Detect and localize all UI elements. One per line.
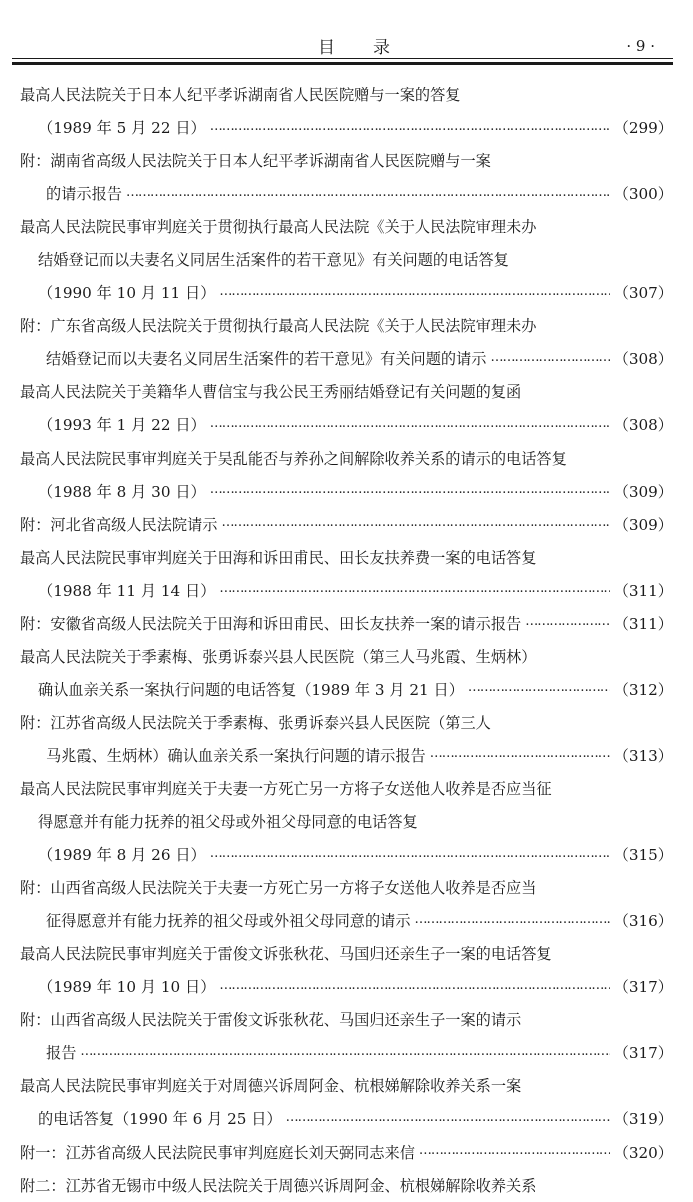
toc-entry-line xyxy=(20,937,673,970)
toc-entry-text: （1993 年 1 月 22 日） xyxy=(38,416,206,435)
toc-entry-line xyxy=(20,78,673,111)
toc-entry-text: （1988 年 11 月 14 日） xyxy=(38,581,216,600)
toc-entry-text: 报告 xyxy=(46,1044,77,1063)
toc-entry-text: 附：山西省高级人民法院关于雷俊文诉张秋花、马国归还亲生子一案的请示 xyxy=(20,1011,522,1030)
toc-entry-line xyxy=(20,871,673,904)
toc-entry-text: 结婚登记而以夫妻名义同居生活案件的若干意见》有关问题的电话答复 xyxy=(38,251,509,270)
page-title xyxy=(318,33,392,58)
toc-page-number: （320） xyxy=(613,1143,673,1162)
toc-entry-text: 最高人民法院关于季素梅、张勇诉泰兴县人民医院（第三人马兆霞、生炳林） xyxy=(20,647,537,666)
toc-entry-line xyxy=(20,574,673,607)
dot-leader xyxy=(221,515,609,533)
toc-entry-line xyxy=(20,276,673,309)
toc-entry-line xyxy=(20,706,673,739)
toc-entry-text: 附二：江苏省无锡市中级人民法院关于周德兴诉周阿金、杭根娣解除收养关系 xyxy=(20,1176,537,1195)
toc-page-number: （317） xyxy=(613,1044,673,1063)
dot-leader xyxy=(490,350,609,368)
toc-page-number: （311） xyxy=(613,614,673,633)
toc-page-number: （311） xyxy=(613,581,673,600)
dot-leader xyxy=(415,912,610,930)
toc-page-number: （308） xyxy=(613,350,673,369)
toc-entry-line xyxy=(20,541,673,574)
toc-page-number: （308） xyxy=(613,416,673,435)
header-rule-thick xyxy=(12,62,673,65)
dot-leader xyxy=(126,185,610,203)
toc-entry-line xyxy=(20,904,673,937)
toc-entry-text: （1989 年 10 月 10 日） xyxy=(38,978,216,997)
dot-leader xyxy=(219,581,609,599)
toc-entry-line xyxy=(20,838,673,871)
toc-entry-line xyxy=(20,210,673,243)
toc-entry-text: 征得愿意并有能力抚养的祖父母或外祖父母同意的请示 xyxy=(46,912,411,931)
toc-entry-text: 马兆霞、生炳林）确认血亲关系一案执行问题的请示报告 xyxy=(46,746,426,765)
toc-entry-text: 确认血亲关系一案执行问题的电话答复（1989 年 3 月 21 日） xyxy=(38,680,464,699)
toc-entry-line xyxy=(20,508,673,541)
toc-entry-line xyxy=(20,177,673,210)
toc-entry-text: 最高人民法院民事审判庭关于田海和诉田甫民、田长友扶养费一案的电话答复 xyxy=(20,548,537,567)
toc-entry-text: 附：安徽省高级人民法院关于田海和诉田甫民、田长友扶养一案的请示报告 xyxy=(20,614,522,633)
toc-entry-line xyxy=(20,673,673,706)
toc-entry-text: 的请示报告 xyxy=(46,185,122,204)
toc-entry-text: 附：山西省高级人民法院关于夫妻一方死亡另一方将子女送他人收养是否应当 xyxy=(20,879,537,898)
toc-entry-text: 最高人民法院民事审判庭关于贯彻执行最高人民法院《关于人民法院审理未办 xyxy=(20,218,537,237)
toc-entry-text: 附：广东省高级人民法院关于贯彻执行最高人民法院《关于人民法院审理未办 xyxy=(20,317,537,336)
toc-entry-line xyxy=(20,243,673,276)
toc-page-number: （299） xyxy=(613,119,673,138)
toc-entry-line xyxy=(20,1003,673,1036)
toc-entry-line xyxy=(20,739,673,772)
toc-page-number: （300） xyxy=(613,185,673,204)
dot-leader xyxy=(80,1044,609,1062)
toc-entry-text: 附：河北省高级人民法院请示 xyxy=(20,515,218,534)
toc-entry-text: 最高人民法院关于日本人纪平孝诉湖南省人民医院赠与一案的答复 xyxy=(20,86,461,105)
toc-entry-text: （1990 年 10 月 11 日） xyxy=(38,284,216,303)
table-of-contents xyxy=(20,78,673,1202)
toc-entry-line xyxy=(20,475,673,508)
toc-page-number: （315） xyxy=(613,846,673,865)
dot-leader xyxy=(210,482,610,500)
dot-leader xyxy=(210,119,610,137)
toc-entry-text: 附：湖南省高级人民法院关于日本人纪平孝诉湖南省人民医院赠与一案 xyxy=(20,152,491,171)
toc-page-number: （312） xyxy=(613,680,673,699)
toc-entry-line xyxy=(20,607,673,640)
toc-entry-line xyxy=(20,805,673,838)
dot-leader xyxy=(210,846,610,864)
toc-entry-text: 最高人民法院民事审判庭关于对周德兴诉周阿金、杭根娣解除收养关系一案 xyxy=(20,1077,522,1096)
dot-leader xyxy=(525,614,609,632)
toc-entry-line xyxy=(20,375,673,408)
title-char-left: 目 xyxy=(318,38,337,58)
dot-leader xyxy=(468,680,610,698)
toc-entry-line xyxy=(20,1069,673,1102)
toc-entry-text: 结婚登记而以夫妻名义同居生活案件的若干意见》有关问题的请示 xyxy=(46,350,487,369)
toc-entry-line xyxy=(20,144,673,177)
toc-entry-text: （1989 年 5 月 22 日） xyxy=(38,119,206,138)
toc-entry-line xyxy=(20,111,673,144)
toc-entry-line xyxy=(20,1036,673,1069)
toc-entry-text: 附：江苏省高级人民法院关于季素梅、张勇诉泰兴县人民医院（第三人 xyxy=(20,713,491,732)
header-rule-thin xyxy=(12,58,673,59)
toc-page-number: （313） xyxy=(613,746,673,765)
toc-entry-text: （1989 年 8 月 26 日） xyxy=(38,846,206,865)
toc-entry-text: 最高人民法院民事审判庭关于夫妻一方死亡另一方将子女送他人收养是否应当征 xyxy=(20,780,552,798)
toc-entry-text: 最高人民法院民事审判庭关于雷俊文诉张秋花、马国归还亲生子一案的电话答复 xyxy=(20,945,552,964)
page-number: · 9 · xyxy=(626,37,655,55)
toc-entry-text: 最高人民法院民事审判庭关于吴乱能否与养孙之间解除收养关系的请示的电话答复 xyxy=(20,449,567,468)
toc-entry-line xyxy=(20,640,673,673)
toc-entry-line xyxy=(20,442,673,475)
toc-entry-text: （1988 年 8 月 30 日） xyxy=(38,482,206,501)
toc-entry-line xyxy=(20,970,673,1003)
toc-entry-text: 得愿意并有能力抚养的祖父母或外祖父母同意的电话答复 xyxy=(38,813,418,832)
dot-leader xyxy=(286,1110,610,1128)
toc-page-number: （316） xyxy=(613,912,673,931)
toc-entry-line xyxy=(20,1102,673,1135)
toc-entry-line xyxy=(20,309,673,342)
toc-entry-line xyxy=(20,1136,673,1169)
dot-leader xyxy=(219,284,609,302)
dot-leader xyxy=(210,416,610,434)
dot-leader xyxy=(430,746,610,764)
toc-page-number: （317） xyxy=(613,978,673,997)
toc-page-number: （319） xyxy=(613,1110,673,1129)
toc-page-number: （307） xyxy=(613,284,673,303)
toc-entry-line xyxy=(20,772,673,805)
toc-entry-line xyxy=(20,1169,673,1202)
page-header xyxy=(12,0,673,70)
dot-leader xyxy=(219,978,609,996)
toc-entry-text: 最高人民法院关于美籍华人曹信宝与我公民王秀丽结婚登记有关问题的复函 xyxy=(20,383,522,402)
toc-page-number: （309） xyxy=(613,482,673,501)
toc-page-number: （309） xyxy=(613,515,673,534)
title-char-right: 录 xyxy=(373,38,392,58)
dot-leader xyxy=(419,1143,610,1161)
toc-entry-line xyxy=(20,408,673,441)
toc-entry-line xyxy=(20,342,673,375)
toc-entry-text: 的电话答复（1990 年 6 月 25 日） xyxy=(38,1110,282,1129)
toc-entry-text: 附一：江苏省高级人民法院民事审判庭庭长刘天弼同志来信 xyxy=(20,1143,415,1162)
